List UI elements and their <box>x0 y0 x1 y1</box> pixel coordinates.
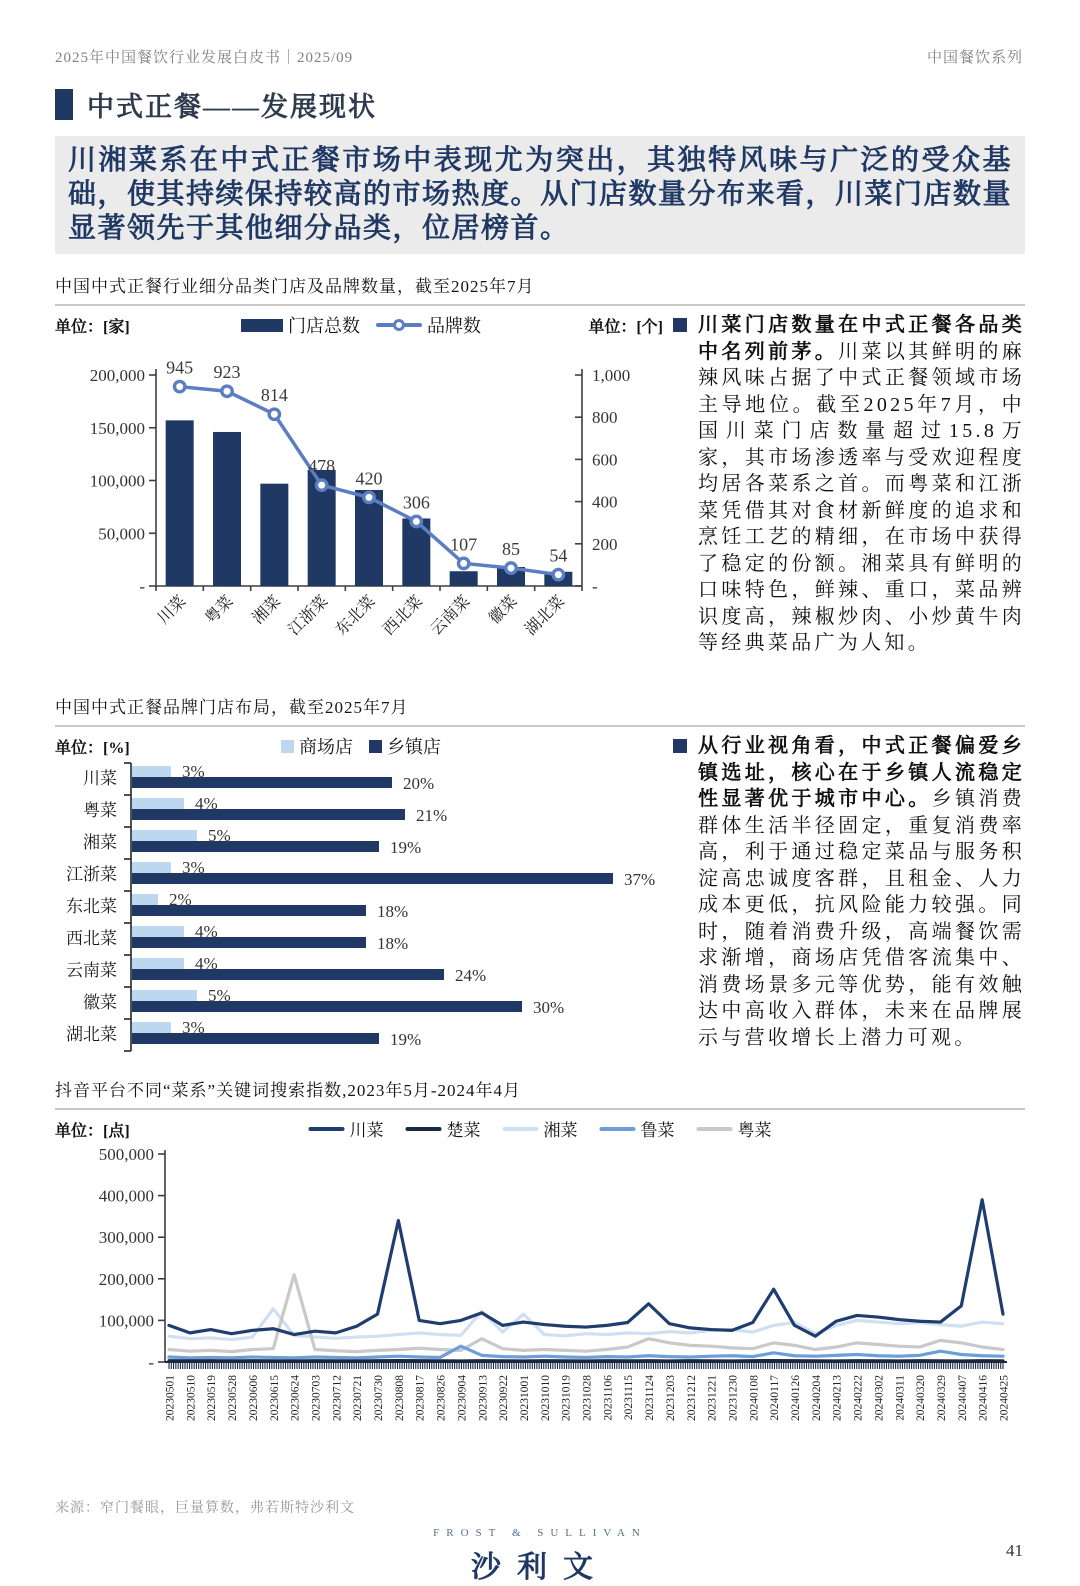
section1-row <box>55 306 1025 675</box>
svg-text:20240425: 20240425 <box>998 1375 1011 1421</box>
svg-text:20230808: 20230808 <box>393 1375 406 1421</box>
chart1-column <box>55 306 667 675</box>
svg-text:200,000: 200,000 <box>89 366 145 385</box>
chart3-header <box>55 1114 1025 1144</box>
svg-text:-: - <box>139 577 145 596</box>
chart3-unit: 单位：[点] <box>55 1123 130 1140</box>
svg-text:20240329: 20240329 <box>935 1375 948 1421</box>
svg-text:100,000: 100,000 <box>98 1311 154 1331</box>
yuecai-line-swatch-icon <box>697 1127 733 1131</box>
svg-text:20231001: 20231001 <box>518 1375 531 1421</box>
section2-title: 中国中式正餐品牌门店布局，截至2025年7月 <box>55 698 409 717</box>
page-header <box>0 0 1080 67</box>
svg-text:2%: 2% <box>169 890 192 909</box>
legend-item-brands <box>376 312 481 338</box>
bullet-text-2 <box>698 733 1025 1051</box>
bullet-paragraph-1 <box>673 312 1025 657</box>
bullet-text-1 <box>698 312 1025 657</box>
svg-text:19%: 19% <box>390 838 422 857</box>
chuancai-line-swatch-icon <box>309 1127 345 1131</box>
header-left: 2025年中国餐饮行业发展白皮书｜2025/09 <box>55 50 354 66</box>
svg-text:20240302: 20240302 <box>873 1375 886 1421</box>
svg-text:19%: 19% <box>390 1030 422 1049</box>
chucai-line-swatch-icon <box>406 1127 442 1131</box>
svg-text:20230528: 20230528 <box>227 1375 240 1421</box>
chart3-legend <box>309 1116 772 1141</box>
bar-swatch-icon <box>241 319 283 332</box>
legend-label-xiangcai: 湘菜 <box>543 1121 578 1140</box>
svg-text:粤菜: 粤菜 <box>202 592 237 628</box>
xiangcai-line-swatch-icon <box>503 1127 539 1131</box>
frost-sullivan-wordmark: FROST & SULLIVAN <box>433 1527 647 1539</box>
svg-text:20230904: 20230904 <box>456 1375 469 1421</box>
svg-text:20230624: 20230624 <box>289 1375 302 1421</box>
svg-text:20230510: 20230510 <box>185 1375 198 1421</box>
svg-text:川菜: 川菜 <box>154 592 190 628</box>
bullet-square-icon <box>673 739 687 753</box>
svg-text:800: 800 <box>592 408 618 428</box>
svg-text:20230615: 20230615 <box>268 1375 281 1421</box>
svg-text:西北菜: 西北菜 <box>66 929 117 948</box>
svg-text:20230922: 20230922 <box>498 1375 511 1421</box>
svg-text:湖北菜: 湖北菜 <box>522 592 569 639</box>
legend-item-mall <box>281 733 353 759</box>
svg-text:20230913: 20230913 <box>477 1375 490 1421</box>
legend-item-yuecai <box>697 1116 772 1141</box>
svg-text:20240204: 20240204 <box>810 1375 823 1421</box>
legend-label-yuecai: 粤菜 <box>737 1121 772 1140</box>
svg-text:1,000: 1,000 <box>592 366 631 385</box>
svg-text:徽菜: 徽菜 <box>83 993 117 1012</box>
svg-text:粤菜: 粤菜 <box>83 801 117 820</box>
svg-text:西北菜: 西北菜 <box>380 592 427 639</box>
stores-brands-chart <box>55 340 667 670</box>
chart1-legend <box>241 312 481 338</box>
svg-text:5%: 5% <box>208 826 231 845</box>
store-layout-chart <box>55 761 667 1053</box>
legend-label-chucai: 楚菜 <box>446 1121 481 1140</box>
svg-text:20240126: 20240126 <box>790 1375 802 1421</box>
chart2-legend <box>281 733 441 759</box>
svg-text:478: 478 <box>308 456 336 477</box>
svg-text:4%: 4% <box>195 954 218 973</box>
svg-text:3%: 3% <box>182 858 205 877</box>
svg-text:37%: 37% <box>624 870 656 889</box>
svg-text:20240117: 20240117 <box>769 1375 782 1421</box>
svg-text:5%: 5% <box>208 986 231 1005</box>
svg-text:20230501: 20230501 <box>164 1375 177 1421</box>
svg-text:20231019: 20231019 <box>560 1375 573 1421</box>
page-number: 41 <box>1006 1541 1023 1560</box>
svg-text:云南菜: 云南菜 <box>66 961 117 980</box>
highlight-box: 川湘菜系在中式正餐市场中表现尤为突出，其独特风味与广泛的受众基础，使其持续保持较高的市场热度。从门店数量分布来看，川菜门店数量显著领先于其他细分品类，位居榜首。 <box>55 136 1025 254</box>
svg-text:600: 600 <box>592 450 618 470</box>
svg-text:150,000: 150,000 <box>89 418 145 438</box>
svg-text:20240108: 20240108 <box>748 1375 761 1421</box>
svg-text:20230519: 20230519 <box>206 1375 219 1421</box>
svg-text:江浙菜: 江浙菜 <box>285 592 332 639</box>
svg-text:420: 420 <box>355 468 383 489</box>
svg-text:20230606: 20230606 <box>247 1375 260 1421</box>
svg-text:400: 400 <box>592 492 618 512</box>
svg-text:20230817: 20230817 <box>414 1375 427 1421</box>
section1-title: 中国中式正餐行业细分品类门店及品牌数量，截至2025年7月 <box>55 277 535 296</box>
svg-text:4%: 4% <box>195 922 218 941</box>
svg-text:20230712: 20230712 <box>331 1375 344 1421</box>
svg-text:湘菜: 湘菜 <box>83 833 117 852</box>
bullet2-lead: 从行业视角看，中式正餐偏爱乡镇选址，核心在于乡镇人流稳定性显著优于城市中心。 <box>698 735 1025 810</box>
legend-label-stores: 门店总数 <box>288 316 360 336</box>
svg-text:20231010: 20231010 <box>539 1375 552 1421</box>
svg-text:50,000: 50,000 <box>98 524 145 544</box>
svg-text:200,000: 200,000 <box>98 1269 154 1289</box>
svg-text:云南菜: 云南菜 <box>427 592 474 639</box>
douyin-index-chart <box>55 1144 1025 1470</box>
svg-text:20231221: 20231221 <box>706 1375 719 1421</box>
legend-item-xiangcai <box>503 1116 578 1141</box>
legend-label-mall: 商场店 <box>299 737 353 757</box>
legend-item-lucai <box>600 1116 675 1141</box>
chart1-header <box>55 310 667 340</box>
svg-text:18%: 18% <box>377 902 409 921</box>
bullet1-body: 川菜以其鲜明的麻辣风味占据了中式正餐领域市场主导地位。截至2025年7月，中国川菜门店数量超过15.8万家，其市场渗透率与受欢迎程度均居各菜系之首。而粤菜和江浙菜凭借其对食材新鲜度的追求和烹饪工艺的精细，在市场中获得了稳定的份额。湘菜具有鲜明的口味特色，鲜辣、重口，菜品辨识度高，辣椒炒肉、小炒黄牛肉等经典菜品广为人知。 <box>698 340 1025 654</box>
svg-text:川菜: 川菜 <box>83 769 117 788</box>
header-right: 中国餐饮系列 <box>926 50 1023 66</box>
section3-title: 抖音平台不同“菜系”关键词搜索指数,2023年5月-2024年4月 <box>55 1081 522 1100</box>
page-title: 中式正餐——发展现状 <box>87 92 377 122</box>
svg-text:20240416: 20240416 <box>977 1375 990 1421</box>
line-dot-swatch-icon <box>376 318 422 332</box>
bullet-paragraph-2 <box>673 733 1025 1051</box>
svg-text:20231230: 20231230 <box>727 1375 740 1421</box>
mall-swatch-icon <box>281 740 294 753</box>
svg-text:20230826: 20230826 <box>435 1375 448 1421</box>
town-swatch-icon <box>369 740 382 753</box>
svg-text:-: - <box>148 1353 154 1372</box>
section1-text-column <box>667 306 1025 657</box>
svg-text:20231106: 20231106 <box>602 1375 615 1421</box>
svg-text:20231115: 20231115 <box>623 1375 636 1421</box>
svg-text:3%: 3% <box>182 1018 205 1037</box>
chart1-unit-left: 单位：[家] <box>55 319 130 336</box>
bullet1-lead: 川菜门店数量在中式正餐各品类中名列前茅。 <box>698 314 1025 363</box>
legend-item-chucai <box>406 1116 481 1141</box>
chart2-column <box>55 727 667 1058</box>
svg-text:18%: 18% <box>377 934 409 953</box>
svg-text:20231124: 20231124 <box>644 1375 657 1421</box>
svg-text:20230730: 20230730 <box>373 1375 385 1421</box>
source-note: 来源：窄门餐眼，巨量算数，弗若斯特沙利文 <box>55 1501 355 1516</box>
legend-item-chuancai <box>309 1116 384 1141</box>
chart2-header <box>55 731 667 761</box>
page-footer <box>0 1527 1080 1586</box>
svg-text:20%: 20% <box>403 774 435 793</box>
svg-text:20230703: 20230703 <box>310 1375 323 1421</box>
svg-text:20231203: 20231203 <box>664 1375 677 1421</box>
section2-text-column <box>667 727 1025 1051</box>
svg-text:945: 945 <box>166 357 194 378</box>
svg-text:20240213: 20240213 <box>831 1375 844 1421</box>
bullet2-body: 乡镇消费群体生活半径固定，重复消费率高，利于通过稳定菜品与服务积淀高忠诚度客群，且租金、人力成本更低，抗风险能力较强。同时，随着消费升级，高端餐饮需求渐增，商场店凭借客流集中、消费场景多元等优势，能有效触达中高收入群体，未来在品牌展示与营收增长上潜力可观。 <box>698 788 1026 1049</box>
section3-row <box>55 1110 1025 1475</box>
svg-text:20240222: 20240222 <box>852 1375 865 1421</box>
legend-label-town: 乡镇店 <box>387 737 441 757</box>
legend-item-stores <box>241 312 360 338</box>
svg-text:200: 200 <box>592 534 618 554</box>
svg-text:江浙菜: 江浙菜 <box>66 865 117 884</box>
legend-label-lucai: 鲁菜 <box>640 1121 675 1140</box>
svg-text:107: 107 <box>450 534 478 555</box>
svg-text:东北菜: 东北菜 <box>66 897 117 916</box>
shalwen-logo: 沙利文 <box>471 1551 609 1584</box>
svg-text:4%: 4% <box>195 794 218 813</box>
svg-text:3%: 3% <box>182 762 205 781</box>
svg-text:814: 814 <box>260 385 288 406</box>
svg-text:20240407: 20240407 <box>956 1375 969 1421</box>
lucai-line-swatch-icon <box>600 1127 636 1131</box>
title-square-icon <box>55 89 73 120</box>
section2-row <box>55 727 1025 1058</box>
svg-text:徽菜: 徽菜 <box>486 592 521 628</box>
svg-text:20230721: 20230721 <box>352 1375 365 1421</box>
svg-text:-: - <box>592 577 598 596</box>
svg-text:54: 54 <box>549 545 568 566</box>
svg-text:24%: 24% <box>455 966 487 985</box>
chart2-unit: 单位：[%] <box>55 740 130 757</box>
title-row <box>55 85 1023 124</box>
svg-text:306: 306 <box>402 492 430 513</box>
chart1-unit-right: 单位：[个] <box>588 319 663 336</box>
svg-text:20240320: 20240320 <box>915 1375 928 1421</box>
svg-text:21%: 21% <box>416 806 448 825</box>
svg-text:东北菜: 东北菜 <box>332 592 379 639</box>
svg-text:923: 923 <box>213 362 241 383</box>
svg-text:20240311: 20240311 <box>894 1375 907 1421</box>
svg-text:500,000: 500,000 <box>98 1145 154 1164</box>
svg-text:400,000: 400,000 <box>98 1186 154 1206</box>
svg-text:20231212: 20231212 <box>685 1375 698 1421</box>
svg-text:85: 85 <box>502 539 520 560</box>
svg-text:湖北菜: 湖北菜 <box>66 1025 117 1044</box>
legend-item-town <box>369 733 441 759</box>
svg-text:30%: 30% <box>533 998 565 1017</box>
svg-text:20231028: 20231028 <box>581 1375 594 1421</box>
svg-text:湘菜: 湘菜 <box>249 592 285 628</box>
svg-text:300,000: 300,000 <box>98 1228 154 1248</box>
bullet-square-icon <box>673 318 687 332</box>
svg-text:100,000: 100,000 <box>89 471 145 491</box>
legend-label-chuancai: 川菜 <box>349 1121 384 1140</box>
legend-label-brands: 品牌数 <box>427 316 481 336</box>
